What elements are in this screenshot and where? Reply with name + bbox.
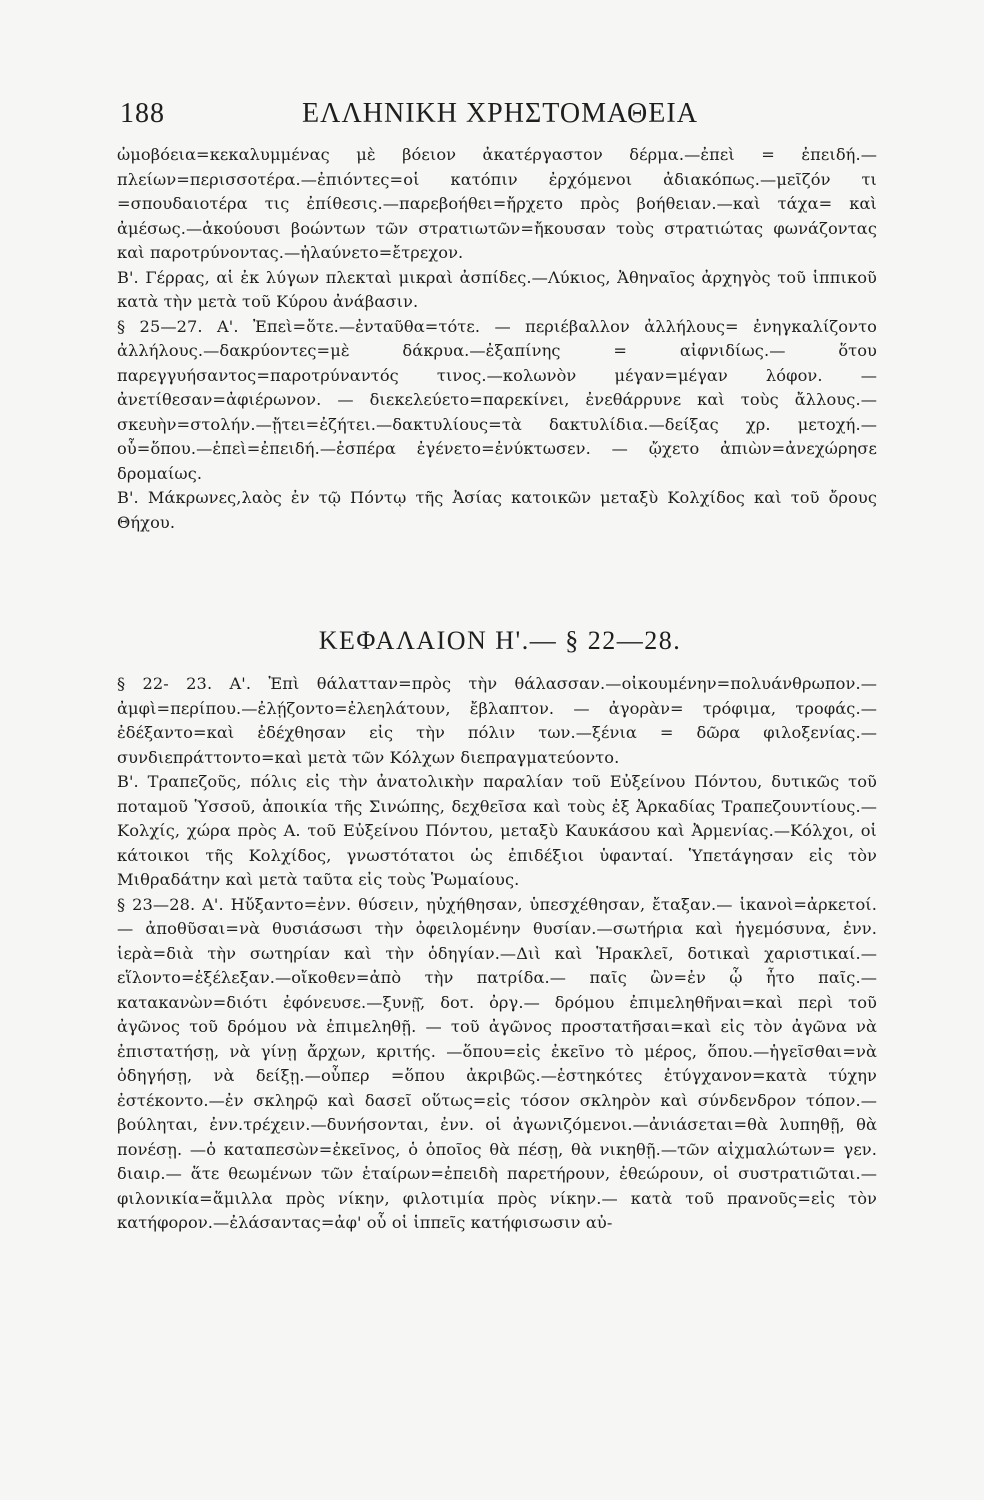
- paragraph: § 22- 23. Α'. Ἐπὶ θάλατταν=πρὸς τὴν θάλασσαν.—οἰκουμένην=πολυάνθρωπον.—ἀμφὶ=περίπου.—ἐλῄζοντο=ἐλεηλάτουν, ἔβλαπτον. — ἀγορὰν= τρόφιμα, τροφάς.—ἐδέξαντο=καὶ ἐδέχθησαν εἰς τὴν πόλιν των.—ξένια = δῶρα φιλοξενίας.—συνδιεπράττοντο=καὶ μετὰ τῶν Κόλχων διεπραγματεύοντο.: [117, 674, 877, 767]
- paragraph: Β'. Γέρρας, αἱ ἐκ λύγων πλεκταὶ μικραὶ ἀσπίδες.—Λύκιος, Ἀθηναῖος ἀρχηγὸς τοῦ ἱππικοῦ κατὰ τὴν μετὰ τοῦ Κύρου ἀνάβασιν.: [117, 267, 877, 311]
- paragraph: Β'. Τραπεζοῦς, πόλις εἰς τὴν ἀνατολικὴν παραλίαν τοῦ Εὐξείνου Πόντου, δυτικῶς τοῦ ποταμοῦ Ὑσσοῦ, ἀποικία τῆς Σινώπης, δεχθεῖσα καὶ τοὺς ἐξ Ἀρκαδίας Τραπεζουντίους.—Κολχίς, χώρα πρὸς Α. τοῦ Εὐξείνου Πόντου, μεταξὺ Καυκάσου καὶ Ἀρμενίας.—Κόλχοι, οἱ κάτοικοι τῆς Κολχίδος, γνωστότατοι ὡς ἐπιδέξιοι ὑφανταί. Ὑπετάγησαν εἰς τὸν Μιθραδάτην καὶ μετὰ ταῦτα εἰς τοὺς Ῥωμαίους.: [117, 772, 877, 889]
- commentary-section-2: [117, 672, 877, 1236]
- paragraph: § 23—28. Α'. Ηὔξαντο=ἐνν. θύσειν, ηὐχήθησαν, ὑπεσχέθησαν, ἔταξαν.— ἱκανοὶ=ἀρκετοί.— ἀποθῦσαι=νὰ θυσιάσωσι τὴν ὀφειλομένην θυσίαν.—σωτήρια καὶ ἡγεμόσυνα, ἐνν. ἱερὰ=διὰ τὴν σωτηρίαν καὶ τὴν ὁδηγίαν.—Διὶ καὶ Ἡρακλεῖ, δοτικαὶ χαριστικαί.—εἵλοντο=ἐξέλεξαν.—οἴκοθεν=ἀπὸ τὴν πατρίδα.— παῖς ὢν=ἐν ᾧ ἦτο παῖς.—κατακανὼν=διότι ἐφόνευσε.—ξυνῇ͂, δοτ. ὀργ.— δρόμου ἐπιμεληθῆναι=καὶ περὶ τοῦ ἀγῶνος τοῦ δρόμου νὰ ἐπιμεληθῇ. — τοῦ ἀγῶνος προστατῆσαι=καὶ εἰς τὸν ἀγῶνα νὰ ἐπιστατήσῃ, νὰ γίνῃ ἄρχων, κριτής. —ὅπου=εἰς ἐκεῖνο τὸ μέρος, ὅπου.—ἡγεῖσθαι=νὰ ὁδηγήσῃ, νὰ δείξῃ.—οὗπερ =ὅπου ἀκριβῶς.—ἑστηκότες ἐτύγχανον=κατὰ τύχην ἐστέκοντο.—ἐν σκληρῷ καὶ δασεῖ οὕτως=εἰς τόσον σκληρὸν καὶ σύνδενδρον τόπον.—βούληται, ἐνν.τρέχειν.—δυνήσονται, ἐνν. οἱ ἀγωνιζόμενοι.—ἀνιάσεται=θὰ λυπηθῇ, θὰ πονέσῃ. —ὁ καταπεσὼν=ἐκεῖνος, ὁ ὁποῖος θὰ πέσῃ, θὰ νικηθῇ.—τῶν αἰχμαλώτων= γεν. διαιρ.— ἅτε θεωμένων τῶν ἑταίρων=ἐπειδὴ παρετήρουν, ἐθεώρουν, οἱ συστρατιῶται.—φιλονικία=ἅμιλλα πρὸς νίκην, φιλοτιμία πρὸς νίκην.— κατὰ τοῦ πρανοῦς=εἰς τὸν κατήφορον.—ἐλάσαντας=ἀφ' οὗ οἱ ἱππεῖς κατήφισωσιν αὐ-: [117, 894, 877, 1232]
- running-title: ΕΛΛΗΝΙΚΗ ΧΡΗΣΤΟΜΑΘΕΙΑ: [302, 98, 698, 129]
- chapter-heading: ΚΕΦΑΛΑΙΟΝ Η'.— § 22—28.: [318, 626, 682, 655]
- paragraph: ὠμοβόεια=κεκαλυμμένας μὲ βόειον ἀκατέργαστον δέρμα.—ἐπεὶ = ἐπειδή.—πλείων=περισσοτέρα.—ἐπιόντες=οἱ κατόπιν ἐρχόμενοι ἀδιακόπως.—μεῖζόν τι =σπουδαιοτέρα τις ἐπίθεσις.—παρεβοήθει=ἤρχετο πρὸς βοήθειαν.—καὶ τάχα= καὶ ἀμέσως.—ἀκούουσι βοώντων τῶν στρατιωτῶν=ἤκουσαν τοὺς στρατιώτας φωνάζοντας καὶ παροτρύνοντας.—ἠλαύνετο=ἔτρεχον.: [117, 145, 877, 262]
- paragraph: Β'. Μάκρωνες,λαὸς ἐν τῷ Πόντῳ τῆς Ἀσίας κατοικῶν μεταξὺ Κολχίδος καὶ τοῦ ὄρους Θήχου.: [117, 488, 877, 532]
- paragraph: § 25—27. Α'. Ἐπεὶ=ὅτε.—ἐνταῦθα=τότε. — περιέβαλλον ἀλλήλους= ἐνηγκαλίζοντο ἀλλήλους.—δακρύοντες=μὲ δάκρυα.—ἐξαπίνης = αἰφνιδίως.— ὅτου παρεγγυήσαντος=παροτρύναντός τινος.—κολωνὸν μέγαν=μέγαν λόφον. —ἀνετίθεσαν=ἀφιέρωνον. — διεκελεύετο=παρεκίνει, ἐνεθάρρυνε καὶ τοὺς ἄλλους.—σκευὴν=στολήν.—ᾔτει=ἐζήτει.—δακτυλίους=τὰ δακτυλίδια.—δείξας χρ. μετοχή.—οὗ=ὅπου.—ἐπεὶ=ἐπειδή.—ἑσπέρα ἐγένετο=ἐνύκτωσεν. — ᾤχετο ἀπιὼν=ἀνεχώρησε δρομαίως.: [117, 316, 877, 483]
- page-number: 188: [120, 98, 165, 129]
- running-head: [120, 98, 880, 142]
- commentary-section-1: [117, 143, 877, 535]
